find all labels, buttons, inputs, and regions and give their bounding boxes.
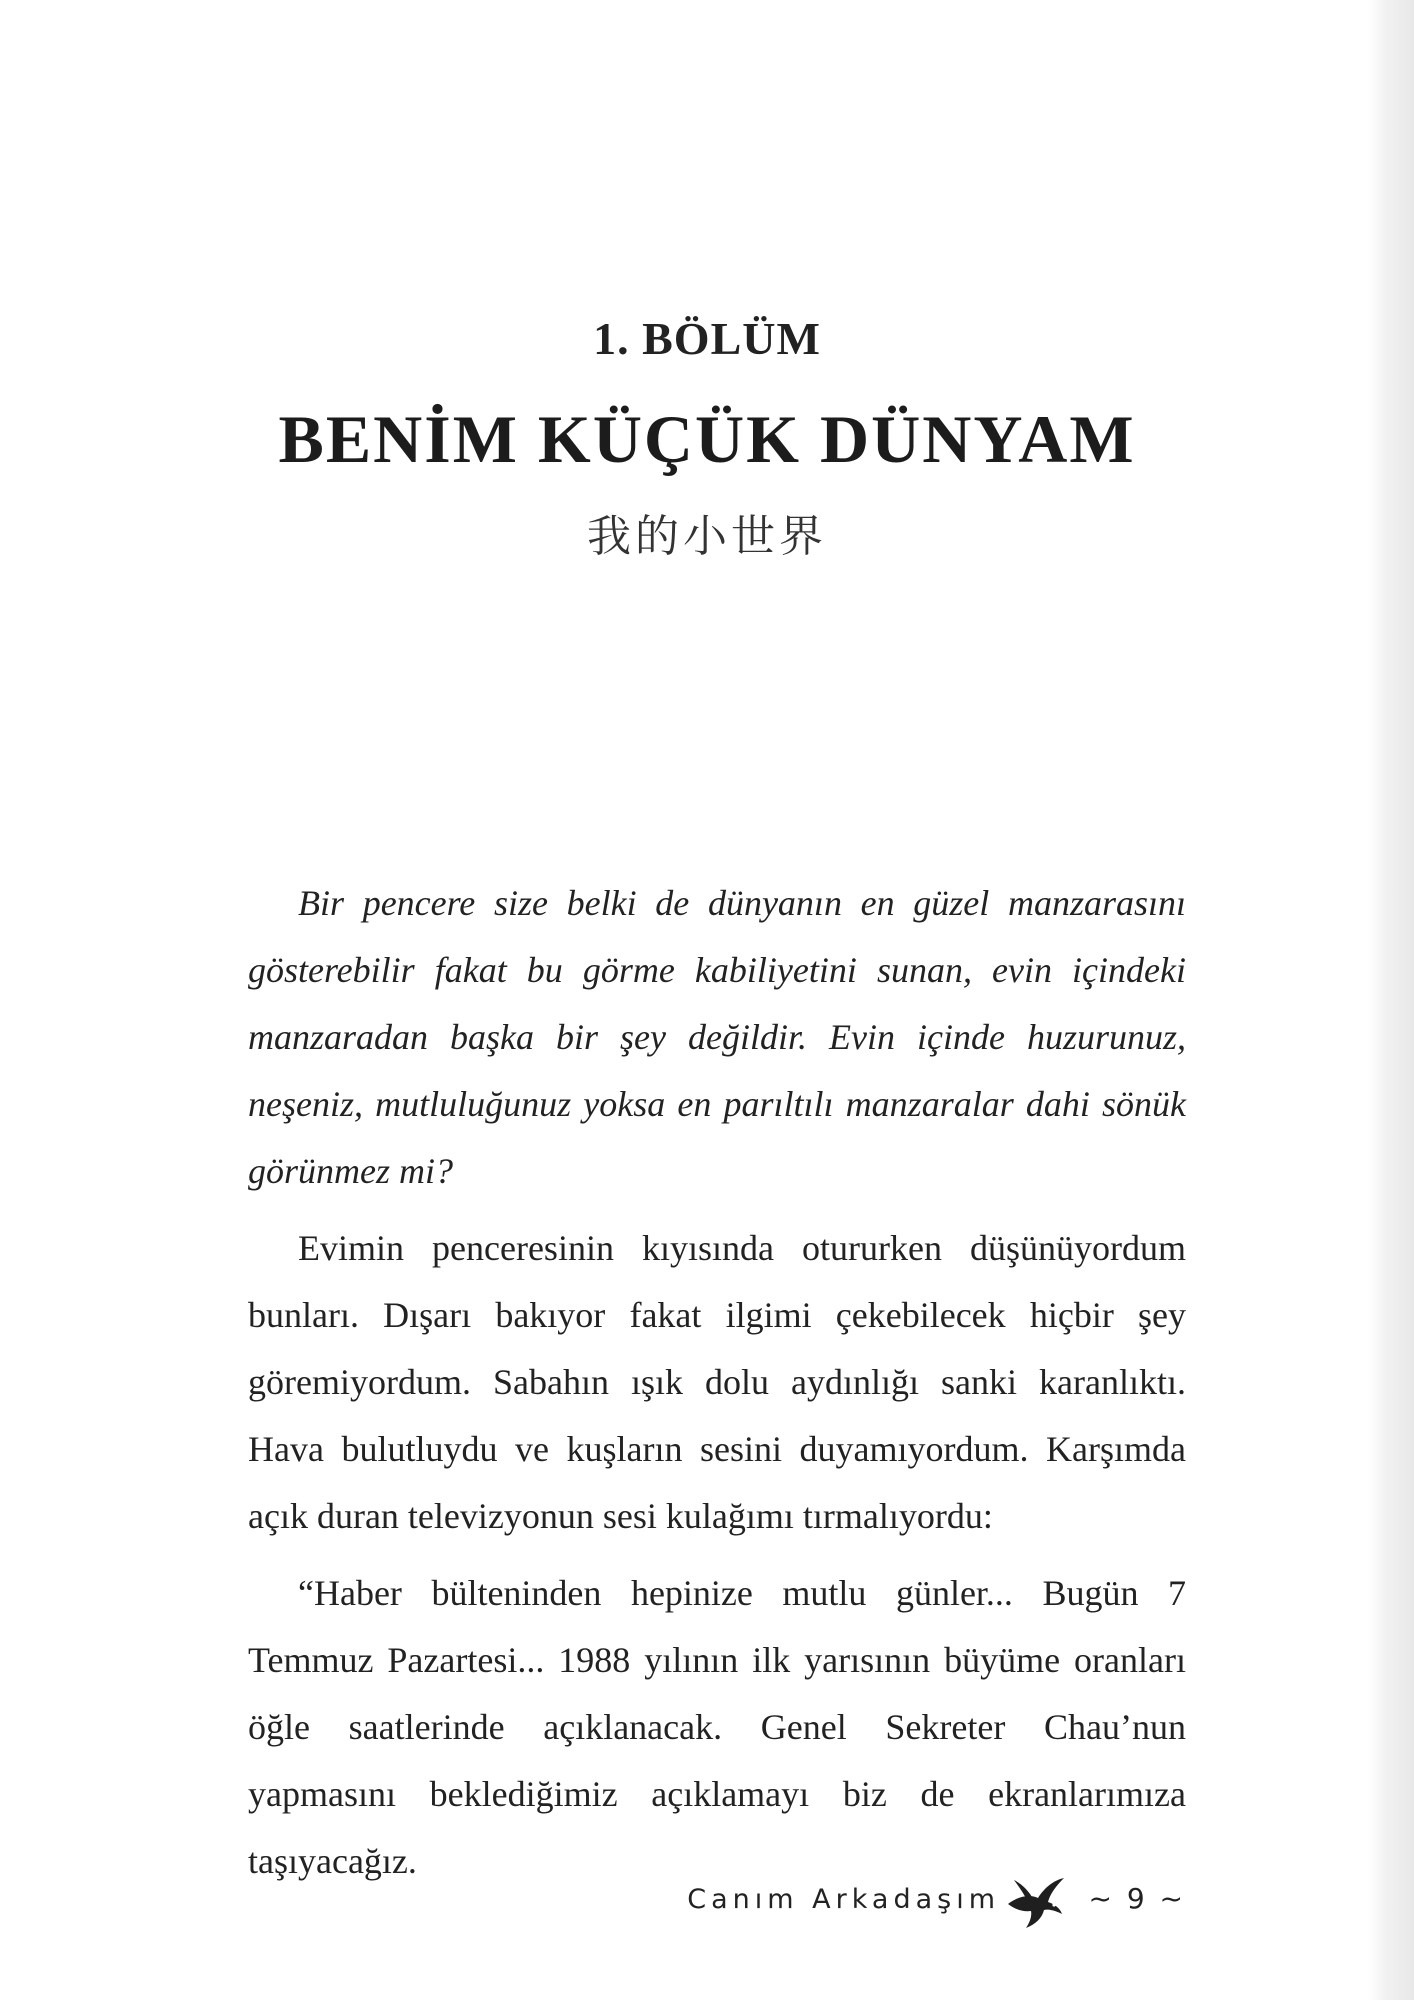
- running-title: Canım Arkadaşım: [687, 1884, 1000, 1915]
- paragraph: “Haber bülteninden hepinize mutlu günler... Bugün 7 Temmuz Pazartesi... 1988 yılının ilk yarısının büyüme oranları öğle saatlerinde açıklanacak. Genel Sekreter Chau’nun yapmasını beklediğimiz açıklamayı biz de ekranlarımıza taşıyacağız.: [248, 1573, 1186, 1881]
- epigraph-paragraph: Bir pencere size belki de dünyanın en güzel manzarasını gösterebilir fakat bu görme kabiliyetini sunan, evin içindeki manzaradan başka bir şey değildir. Evin içinde huzurunuz, neşeniz, mutluluğunuz yoksa en parıltılı manzaralar dahi sönük görünmez mi?: [248, 883, 1186, 1191]
- paragraph: Evimin penceresinin kıyısında otururken düşünüyordum bunları. Dışarı bakıyor fakat ilgimi çekebilecek hiçbir şey göremiyordum. Sabahın ışık dolu aydınlığı sanki karanlıktı. Hava bulutluydu ve kuşların sesini duyamıyordum. Karşımda açık duran televizyonun sesi kulağımı tırmalıyordu:: [248, 1228, 1186, 1536]
- chapter-number: 1. BÖLÜM: [593, 313, 821, 364]
- page-number: ~ 9 ~: [1088, 1882, 1186, 1915]
- chapter-subtitle: 我的小世界: [587, 511, 827, 562]
- page-edge-shadow: [1368, 0, 1414, 2000]
- swallow-icon: [1004, 1874, 1066, 1930]
- page-footer: [0, 1880, 1186, 1930]
- body-text: [248, 870, 1186, 1905]
- chapter-title: BENİM KÜÇÜK DÜNYAM: [278, 401, 1136, 477]
